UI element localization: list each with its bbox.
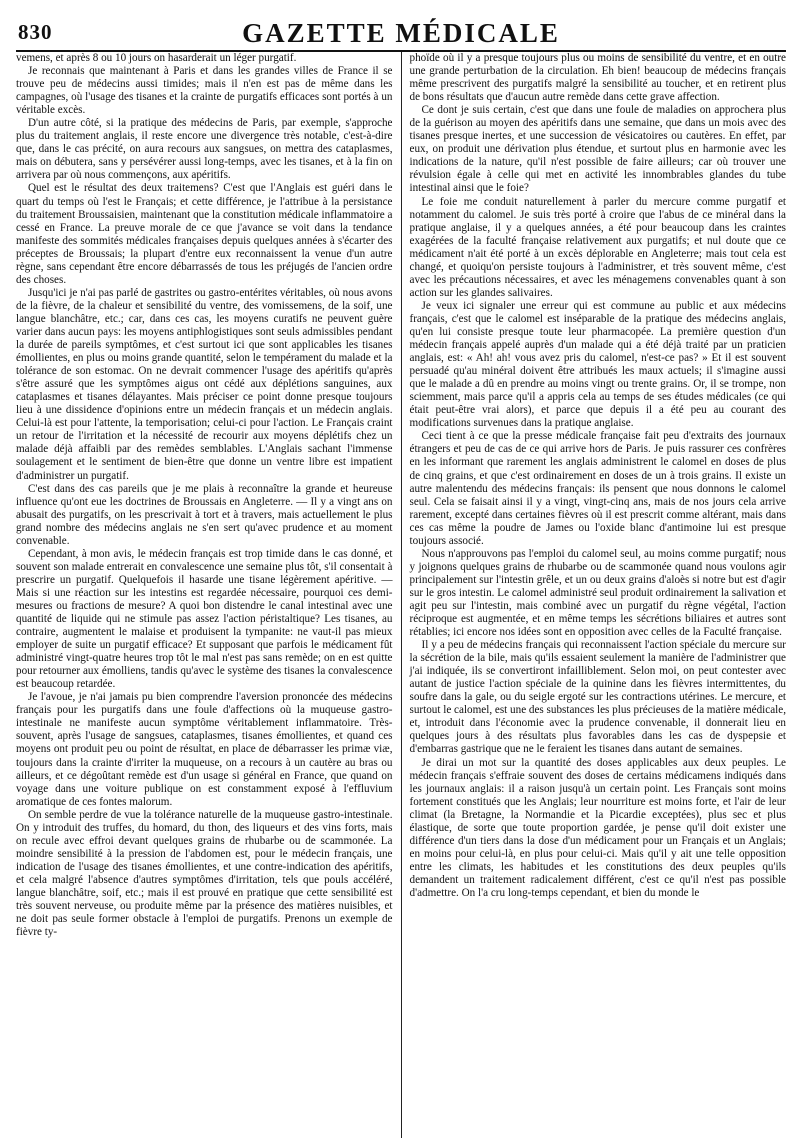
paragraph: Ceci tient à ce que la presse médicale française fait peu d'extraits des journaux étrangers et peu de cas de ce qui arrive hors de Paris. Je puis rassurer ces confrères en les informant que rarement les anglais administrent le calomel en doses de plus de cinq grains, et que c'est ordinairement en doses de un à trois grains. Il existe un autre malentendu des médecins français: ils pensent que nous donnons le calomel seul. Cela se faisait ainsi il y a vingt, vingt-cinq ans, mais de nos jours cela arrive rarement, excepté dans certaines fièvres où il est prescrit comme altérant, mais dans ces cas même la poudre de James ou l'oxide blanc d'antimoine lui est presque toujours associé. — [409, 430, 786, 547]
right-column — [402, 52, 787, 1138]
left-column — [16, 52, 402, 1138]
paragraph: Nous n'approuvons pas l'emploi du calomel seul, au moins comme purgatif; nous y joignons quelques grains de rhubarbe ou de scammonée quand nous voulons agir principalement sur l'intestin grêle, et un ou deux grains d'aloès si notre but est d'agir sur le gros intestin. Le calomel administré seul produit ordinairement la salivation et agit peu sur l'intestin, mais combiné avec un purgatif du règne végétal, l'action réciproque est augmentée, et en même temps les sécrétions biliaires et autres sont rétablies; ici encore nos idées sont en opposition avec celles de la Faculté française. — [409, 547, 786, 639]
masthead — [16, 10, 786, 52]
paragraph: On semble perdre de vue la tolérance naturelle de la muqueuse gastro-intestinale. On y introduit des truffes, du homard, du thon, des liqueurs et des vins forts, mais on recule avec effroi devant quelques grains de rhubarbe ou de scammonée. La moindre sensibilité à la pression de l'abdomen est, pour le médecin français, une indication de l'usage des tisanes émollientes, et une contre-indication des apéritifs, et cela malgré l'absence d'autres symptômes d'irritation, tels que pouls accéléré, langue blanchâtre, soif, etc.; mais il est prouvé en pratique que cette sensibilité est très souvent nerveuse, ou produite même par la présence des matières nuisibles, et ne doit pas seule former obstacle à l'emploi de purgatifs. Prenons un exemple de fièvre ty- — [16, 808, 393, 939]
journal-title: GAZETTE MÉDICALE — [242, 18, 560, 48]
paragraph: Ce dont je suis certain, c'est que dans une foule de maladies on approchera plus de la guérison au moyen des apéritifs dans une semaine, que dans un mois avec des tisanes presque inertes, et une succession de vésicatoires ou cautères. En effet, par eux, on produit une dérivation plus étendue, et surtout plus en harmonie avec les indications de la nature, qu'il n'est possible de faire ailleurs; car où trouver une révulsion égale à celle qui met en activité les innombrables glandes du tube intestinal ainsi que le foie? — [409, 104, 786, 195]
page-number: 830 — [18, 20, 53, 44]
paragraph: phoïde où il y a presque toujours plus ou moins de sensibilité du ventre, et en outre une grande perturbation de la circulation. Eh bien! beaucoup de médecins français même prescrivent des purgatifs malgré la sensibilité au toucher, et en retirent plus de bons résultats que d'aucun autre remède dans cette grave affection. — [409, 52, 786, 104]
article-body — [16, 52, 786, 1138]
paragraph: Le foie me conduit naturellement à parler du mercure comme purgatif et notamment du calomel. Je suis très porté à croire que l'abus de ce minéral dans la pratique anglaise, il y a quelques années, a été pour beaucoup dans les craintes exagérées de la faculté française relativement aux purgatifs; et nul doute que ce médicament n'ait été porté à un excès déplorable en Angleterre; mais tout cela est changé, et quoiqu'on persiste toujours à l'administrer, et très souvent même, c'est avec les précautions nécessaires, et avec les ménagemens convenables quant à son action sur les glandes salivaires. — [409, 195, 786, 299]
paragraph: vemens, et après 8 ou 10 jours on hasarderait un léger purgatif. — [16, 52, 297, 64]
paragraph: Cependant, à mon avis, le médecin français est trop timide dans le cas donné, et souvent son malade entrerait en convalescence une semaine plus tôt, s'il consentait à prescrire un purgatif. Quelquefois il hasarde une tisane légèrement apéritive. — Mais si une réaction sur les intestins est regardée nécessaire, pourquoi ces demi-mesures ou fractions de mesure? A quoi bon distendre le canal intestinal avec une quantité de liquide qui ne stimule pas assez l'action péristaltique? Les tisanes, au contraire, augmentent le malaise et produisent la tympanite: ne vaut-il pas mieux employer de suite un purgatif efficace? Et supposant que parfois le médicament fût administré vingt-quatre heures trop tôt le mal n'est pas sans remède; on en est quitte pour retourner aux émolliens, tandis qu'avec le système des tisanes la convalescence est beaucoup retardée. — [16, 547, 393, 691]
paragraph: Je l'avoue, je n'ai jamais pu bien comprendre l'aversion prononcée des médecins français pour les purgatifs dans une foule d'affections où la muqueuse gastro-intestinale ne manifeste aucun symptôme véritablement inflammatoire. Très-souvent, après l'usage de sangsues, cataplasmes, tisanes émollientes, et quand ces moyens ont produit peu ou point de résultat, en place de débarrasser les primæ viæ, toujours dans la crainte d'irriter la muqueuse, on a recours à un cautère au bras ou ailleurs, et ce dégoûtant remède est d'un usage si général en France, que quand on voyage dans une voiture publique on est constamment exposé à l'effluvium aromatique de ces fontes malorum. — [16, 691, 393, 808]
paragraph: Je veux ici signaler une erreur qui est commune au public et aux médecins français, c'est que le calomel est inséparable de la pratique des médecins anglais, qu'en lui consiste presque toute leur pharmacopée. La première question d'un médecin français appelé auprès d'un malade qui a été déjà traité par un praticien anglais, est: « Ah! ah! vous avez pris du calomel, n'est-ce pas? » Et il est souvent persuadé qu'au minéral doivent être attribués les maux actuels; il s'imagine aussi que le malade a dû en prendre au moins vingt ou trente grains. Or, il se trompe, non sciemment, mais parce qu'il a appris cela au temps de ses études médicales (ce qui était peut-être vrai alors), et parce que depuis il a été peu au courant des modifications survenues dans la pratique anglaise. — [409, 299, 786, 430]
paragraph: Il y a peu de médecins français qui reconnaissent l'action spéciale du mercure sur la sécrétion de la bile, mais qu'ils essaient seulement la manière de l'administrer que j'ai indiquée, ils se convertiront infailliblement. Selon moi, on peut contester avec autant de justice l'action spéciale de la quinine dans les fièvres intermittentes, du soufre dans la gale, ou du seigle ergoté sur les contractions utérines. Le mercure, et surtout le calomel, est une des substances les plus précieuses de la matière médicale, et, introduit dans l'économie avec la prudence convenable, il donnerait lieu en quelques jours à des résultats plus favorables dans les cas de dyspepsie et d'embarras gastrique que ne le feraient les tisanes dans autant de semaines. — [409, 639, 786, 756]
paragraph: Jusqu'ici je n'ai pas parlé de gastrites ou gastro-entérites véritables, où nous avons de la fièvre, de la chaleur et sensibilité du ventre, des vomissemens, de la soif, une langue blanchâtre, etc.; car, dans ces cas, les moyens curatifs ne peuvent guère varier dans aucun pays: les moyens antiphlogistiques sont seuls admissibles pendant la durée de pareils symptômes, et c'est surtout ici que sont applicables les tisanes émollientes, en plus ou moins grande quantité, selon le tempérament du malade et la tolérance de son estomac. On ne devrait commencer l'usage des apéritifs qu'après s'être assuré que les symptômes aigus ont cédé aux déplétions sanguines, aux cataplasmes et tisanes délayantes. Mais préciser ce point donne presque toujours lieu à une dissidence d'opinions entre un médecin français et un médecin anglais. Celui-là est pour l'attente, la temporisation; celui-ci pour l'action. Le Français craint un retour de l'irritation et la nécessité de recourir aux moyens déplétifs chez un malade déjà affaibli par des remèdes semblables. L'Anglais sachant l'immense soulagement et le sentiment de bien-être que donne un ventre libre est impatient d'administrer un purgatif. — [16, 286, 393, 482]
paragraph: D'un autre côté, si la pratique des médecins de Paris, par exemple, s'approche plus du traitement anglais, il reste encore une divergence très notable, c'est-à-dire que, dans le cas précité, on aura recours aux sangsues, on mettra des cataplasmes, mais on débutera, sans y persévérer aussi long-temps, avec les tisanes, et à la fin on arrivera par où nous commençons, aux apéritifs. — [16, 117, 393, 182]
paragraph: Quel est le résultat des deux traitemens? C'est que l'Anglais est guéri dans le quart du temps où l'est le Français; et cette différence, je l'attribue à la persistance du traitement Broussaisien, maintenant que la constitution médicale inflammatoire a cessé en France. La preuve morale de ce que j'avance se voit dans la tendance manifeste des sommités médicales françaises depuis quelques années à s'écarter des préceptes de Broussais; la plupart d'entre eux reconnaissent la venue d'un autre règne, sans cependant être encore débarrassés de tous les préjugés de l'ancien ordre des choses. — [16, 182, 393, 286]
paragraph: Je dirai un mot sur la quantité des doses applicables aux deux peuples. Le médecin français s'effraie souvent des doses de certains médicamens indiqués dans les journaux anglais: il a raison jusqu'à un certain point. Les Français sont moins fortement constitués que les Anglais; leur nourriture est moins forte, et l'air de leur climat (la Bretagne, la Normandie et la Picardie exceptées), plus sec et plus élastique, de sorte que toute proportion gardée, je pense qu'il doit exister une différence d'un tiers dans la dose d'un médicament pour un Français et un Anglais; en moins pour celui-là, en plus pour celui-ci. Mais qu'il y ait une telle opposition entre les climats, les habitudes et les constitutions des deux peuples qu'ils demandent un traitement radicalement différent, c'est ce qu'il n'est pas possible d'admettre. On l'a cru long-temps cependant, et bien du monde le — [409, 756, 786, 899]
paragraph: C'est dans des cas pareils que je me plais à reconnaître la grande et heureuse influence qu'ont eue les doctrines de Broussais en Angleterre. — Il y a vingt ans on abusait des purgatifs, on les prescrivait à tort et à travers, mais actuellement le plus grand nombre des médecins anglais ne s'en sert qu'avec prudence et au moment convenable. — [16, 482, 393, 547]
paragraph: Je reconnais que maintenant à Paris et dans les grandes villes de France il se trouve peu de médecins aussi timides; mais il n'en est pas de même dans les campagnes, où l'usage des tisanes et la crainte de purgatifs efficaces sont portés à un véritable excès. — [16, 65, 393, 117]
